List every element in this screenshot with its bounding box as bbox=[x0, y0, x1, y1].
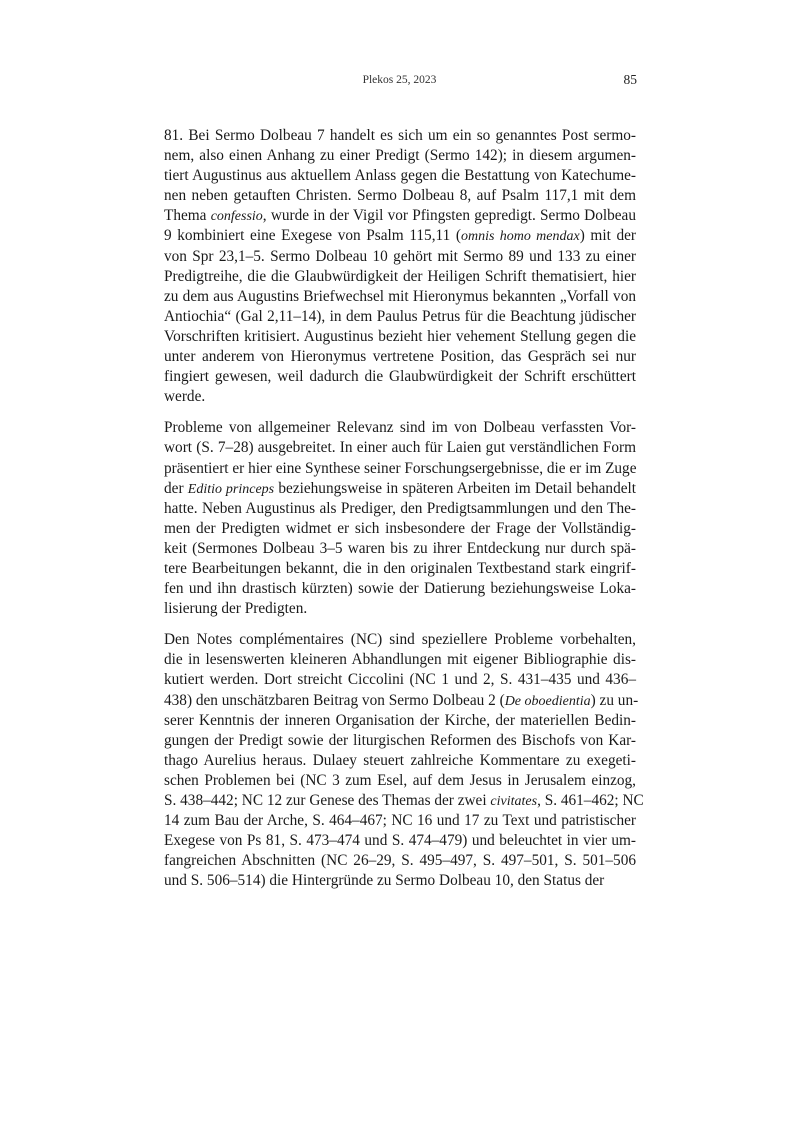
text-line bbox=[164, 871, 636, 891]
text-segment: tere Bearbeitungen bekannt, die in den originalen Textbestand stark eingrif- bbox=[164, 559, 636, 577]
text-line bbox=[164, 851, 636, 871]
text-line bbox=[164, 670, 636, 690]
text-segment: gungen der Predigt sowie der liturgischen Reformen des Bischofs von Kar- bbox=[164, 731, 636, 749]
paragraph bbox=[164, 126, 636, 407]
text-segment: präsentiert er hier eine Synthese seiner Forschungsergebnisse, die er im Zuge bbox=[164, 459, 637, 477]
text-line bbox=[164, 347, 636, 367]
text-line bbox=[164, 579, 636, 599]
text-line bbox=[164, 831, 636, 851]
text-segment: Antiochia“ (Gal 2,11–14), in dem Paulus Petrus für die Beachtung jüdischer bbox=[164, 307, 636, 325]
text-segment: zu dem aus Augustins Briefwechsel mit Hieronymus bekannten „Vorfall von bbox=[164, 287, 636, 305]
text-segment: ) mit der bbox=[579, 227, 636, 245]
text-line bbox=[164, 226, 636, 246]
text-segment: tiert Augustinus aus aktuellem Anlass gegen die Bestattung von Katechume- bbox=[164, 167, 636, 185]
text-segment: werde. bbox=[164, 388, 206, 406]
text-line bbox=[164, 811, 636, 831]
text-segment: ) zu un- bbox=[590, 691, 639, 709]
text-segment: , wurde in der Vigil vor Pfingsten gepredigt. Sermo Dolbeau bbox=[262, 207, 636, 225]
text-line bbox=[164, 771, 636, 791]
text-segment: 14 zum Bau der Arche, S. 464–467; NC 16 und 17 zu Text und patristischer bbox=[164, 812, 636, 830]
text-segment: men der Predigten widmet er sich insbesondere der Frage der Vollständig- bbox=[164, 519, 636, 537]
text-line bbox=[164, 650, 636, 670]
italic-term: confessio bbox=[210, 209, 263, 225]
text-segment: wort (S. 7–28) ausgebreitet. In einer auch für Laien gut verständlichen Form bbox=[164, 439, 636, 457]
text-line bbox=[164, 146, 636, 166]
text-line bbox=[164, 751, 636, 771]
text-line bbox=[164, 630, 636, 650]
text-segment: nen neben getauften Christen. Sermo Dolbeau 8, auf Psalm 117,1 mit dem bbox=[164, 187, 636, 205]
text-line bbox=[164, 287, 636, 307]
text-segment: unter anderem von Hieronymus vertretene Position, das Gespräch sei nur bbox=[164, 348, 636, 366]
text-line bbox=[164, 438, 636, 458]
paragraph bbox=[164, 418, 636, 619]
text-segment: kutiert werden. Dort streicht Ciccolini (NC 1 und 2, S. 431–435 und 436– bbox=[164, 671, 636, 689]
text-segment: fangreichen Abschnitten (NC 26–29, S. 495–497, S. 497–501, S. 501–506 bbox=[164, 852, 636, 870]
text-segment: Den Notes complémentaires (NC) sind speziellere Probleme vorbehalten, bbox=[164, 631, 636, 649]
paragraph bbox=[164, 630, 644, 891]
text-line bbox=[164, 206, 636, 226]
text-line bbox=[164, 599, 636, 619]
text-segment: von Spr 23,1–5. Sermo Dolbeau 10 gehört mit Sermo 89 und 133 zu einer bbox=[164, 247, 636, 265]
text-segment: keit (Sermones Dolbeau 3–5 waren bis zu ihrer Entdeckung nur durch spä- bbox=[164, 539, 636, 557]
italic-term: Editio princeps bbox=[187, 481, 275, 497]
text-segment: Thema bbox=[164, 207, 211, 225]
text-segment: nem, also einen Anhang zu einer Predigt (Sermo 142); in diesem argumen- bbox=[164, 147, 636, 165]
text-segment: und S. 506–514) die Hintergründe zu Sermo Dolbeau 10, den Status der bbox=[164, 872, 605, 890]
text-line bbox=[164, 691, 639, 711]
running-head: Plekos 25, 2023 bbox=[362, 74, 437, 86]
text-line bbox=[164, 791, 644, 811]
text-segment: , S. 461–462; NC bbox=[537, 792, 644, 809]
text-line bbox=[164, 418, 636, 438]
text-segment: 9 kombiniert eine Exegese von Psalm 115,11 ( bbox=[164, 227, 461, 245]
italic-term: civitates bbox=[490, 794, 538, 809]
text-segment: thago Aurelius heraus. Dulaey steuert zahlreiche Kommentare zu exegeti- bbox=[164, 751, 636, 769]
text-line bbox=[164, 459, 636, 479]
italic-term: omnis homo mendax bbox=[460, 229, 580, 245]
text-segment: 81. Bei Sermo Dolbeau 7 handelt es sich um ein so genanntes Post sermo- bbox=[164, 127, 636, 144]
text-segment: S. 438–442; NC 12 zur Genese des Themas der zwei bbox=[164, 792, 491, 809]
text-line bbox=[164, 559, 636, 579]
text-line bbox=[164, 126, 636, 146]
text-segment: die in lesenswerten kleineren Abhandlungen mit eigener Bibliographie dis- bbox=[164, 651, 636, 669]
text-segment: der bbox=[164, 479, 188, 497]
text-line bbox=[164, 166, 636, 186]
text-segment: 438) den unschätzbaren Beitrag von Sermo Dolbeau 2 ( bbox=[164, 691, 505, 709]
text-line bbox=[164, 267, 636, 287]
text-segment: beziehungsweise in späteren Arbeiten im Detail behandelt bbox=[274, 479, 637, 497]
italic-term: De oboedientia bbox=[504, 693, 591, 709]
text-segment: serer Kenntnis der inneren Organisation der Kirche, der materiellen Bedin- bbox=[164, 711, 636, 729]
text-line bbox=[164, 186, 636, 206]
text-line bbox=[164, 387, 636, 407]
text-line bbox=[164, 519, 636, 539]
text-segment: hatte. Neben Augustinus als Prediger, den Predigtsammlungen und den The- bbox=[164, 499, 636, 517]
body-text bbox=[164, 126, 644, 902]
text-line bbox=[164, 499, 636, 519]
text-line bbox=[164, 327, 636, 347]
page-number: 85 bbox=[623, 72, 637, 87]
text-segment: Probleme von allgemeiner Relevanz sind im von Dolbeau verfassten Vor- bbox=[164, 419, 636, 437]
text-line bbox=[164, 247, 636, 267]
text-line bbox=[164, 539, 636, 559]
text-segment: lisierung der Predigten. bbox=[164, 600, 308, 618]
text-segment: fen und ihn drastisch kürzten) sowie der Datierung beziehungsweise Loka- bbox=[164, 580, 636, 598]
text-segment: Vorschriften kritisiert. Augustinus bezieht hier vehement Stellung gegen die bbox=[164, 327, 636, 345]
text-segment: fingiert gewesen, weil dadurch die Glaubwürdigkeit der Schrift erschüttert bbox=[164, 368, 636, 386]
text-segment: Exegese von Ps 81, S. 473–474 und S. 474–479) und beleuchtet in vier um- bbox=[164, 832, 636, 850]
text-line bbox=[164, 307, 636, 327]
text-line bbox=[164, 731, 636, 751]
text-line bbox=[164, 711, 636, 731]
text-segment: Predigtreihe, die die Glaubwürdigkeit der Heiligen Schrift thematisiert, hier bbox=[164, 267, 636, 285]
text-segment: schen Problemen bei (NC 3 zum Esel, auf dem Jesus in Jerusalem einzog, bbox=[164, 771, 636, 789]
text-line bbox=[164, 479, 636, 499]
text-line bbox=[164, 367, 636, 387]
